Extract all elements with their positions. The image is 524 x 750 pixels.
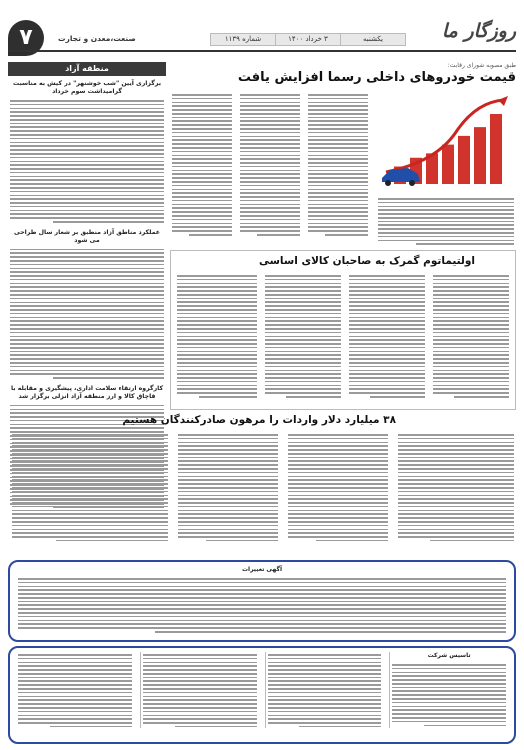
newspaper-logo: روزگار ما <box>441 20 516 42</box>
import-body-col3 <box>176 432 280 543</box>
article-title-anzali: کارگروه ارتقاء سلامت اداری، پیشگیری و مقابله با قاچاق کالا و ارز منطقه آزاد انزلی برگزار شد <box>10 384 164 400</box>
article-title-kish: برگزاری آیین "شب خوشنهر" در کیش به مناسبت گرامیداشت سوم خرداد <box>12 80 162 95</box>
customs-article <box>170 250 516 410</box>
customs-body-col1 <box>431 273 511 400</box>
chart-bar <box>442 145 454 184</box>
article-title-free-zones: عملکرد مناطق آزاد منطبق بر شعار سال طراحی می شود <box>13 228 161 244</box>
ad-title-registration: تاسیس شرکت <box>427 652 471 659</box>
page-number-badge: ۷ <box>8 20 44 56</box>
ad-columns <box>16 652 508 728</box>
section-name: صنعت،معدن و تجارت <box>58 34 136 43</box>
customs-body-col2 <box>347 273 427 400</box>
article-headline: قیمت خودروهای داخلی رسما افزایش یافت <box>237 70 516 85</box>
issue-info-bar <box>210 33 406 46</box>
article-body-col1 <box>306 92 370 238</box>
issue-number: شماره ۱۱۳۹ <box>224 35 262 43</box>
import-export-article <box>8 412 516 560</box>
ad-column-2 <box>265 652 384 728</box>
company-registration-ad-box <box>8 646 516 744</box>
change-notice-ad-box <box>8 560 516 642</box>
free-zone-section-title: منطقه آزاد <box>8 62 166 76</box>
customs-body-col4 <box>175 273 259 400</box>
ad-title-changes: آگهی تغییرات <box>241 566 283 573</box>
issue-date: ۳ خرداد ۱۴۰۰ <box>275 34 340 45</box>
car-price-chart-image <box>376 92 516 192</box>
ad-column-2-body <box>266 652 384 729</box>
ad-body-changes <box>16 576 508 635</box>
import-body-col2 <box>286 432 390 543</box>
car-price-article <box>170 62 516 246</box>
article-body-kish <box>8 98 166 225</box>
chart-bar <box>474 127 486 184</box>
ad-column-3-body <box>141 652 259 729</box>
ad-column-1-body <box>390 662 508 728</box>
ad-column-1 <box>389 652 508 728</box>
article-body-col3 <box>170 92 234 238</box>
chart-arrow-head <box>498 96 508 106</box>
ad-column-4-body <box>16 652 134 729</box>
customs-body-col3 <box>263 273 343 400</box>
header-divider <box>8 50 516 52</box>
import-headline: ۳۸ میلیارد دلار واردات را مرهون صادرکنندگان هستیم <box>122 414 396 426</box>
article-kicker: طبق مصوبه شورای رقابت: <box>447 62 516 69</box>
chart-bar <box>458 136 470 184</box>
car-wheel-icon <box>409 180 415 186</box>
chart-bar <box>490 114 502 184</box>
page-header <box>0 0 524 58</box>
issue-day: یکشنبه <box>340 34 405 45</box>
import-body-col4 <box>10 432 170 543</box>
ad-column-4 <box>16 652 134 728</box>
article-body-free-zones <box>8 247 166 381</box>
ad-column-3 <box>140 652 259 728</box>
article-body-col2 <box>238 92 302 238</box>
customs-headline: اولتیماتوم گمرک به صاحبان کالای اساسی <box>258 255 475 267</box>
import-body-col1 <box>396 432 516 543</box>
car-wheel-icon <box>385 180 391 186</box>
article-body-col0 <box>376 196 516 247</box>
